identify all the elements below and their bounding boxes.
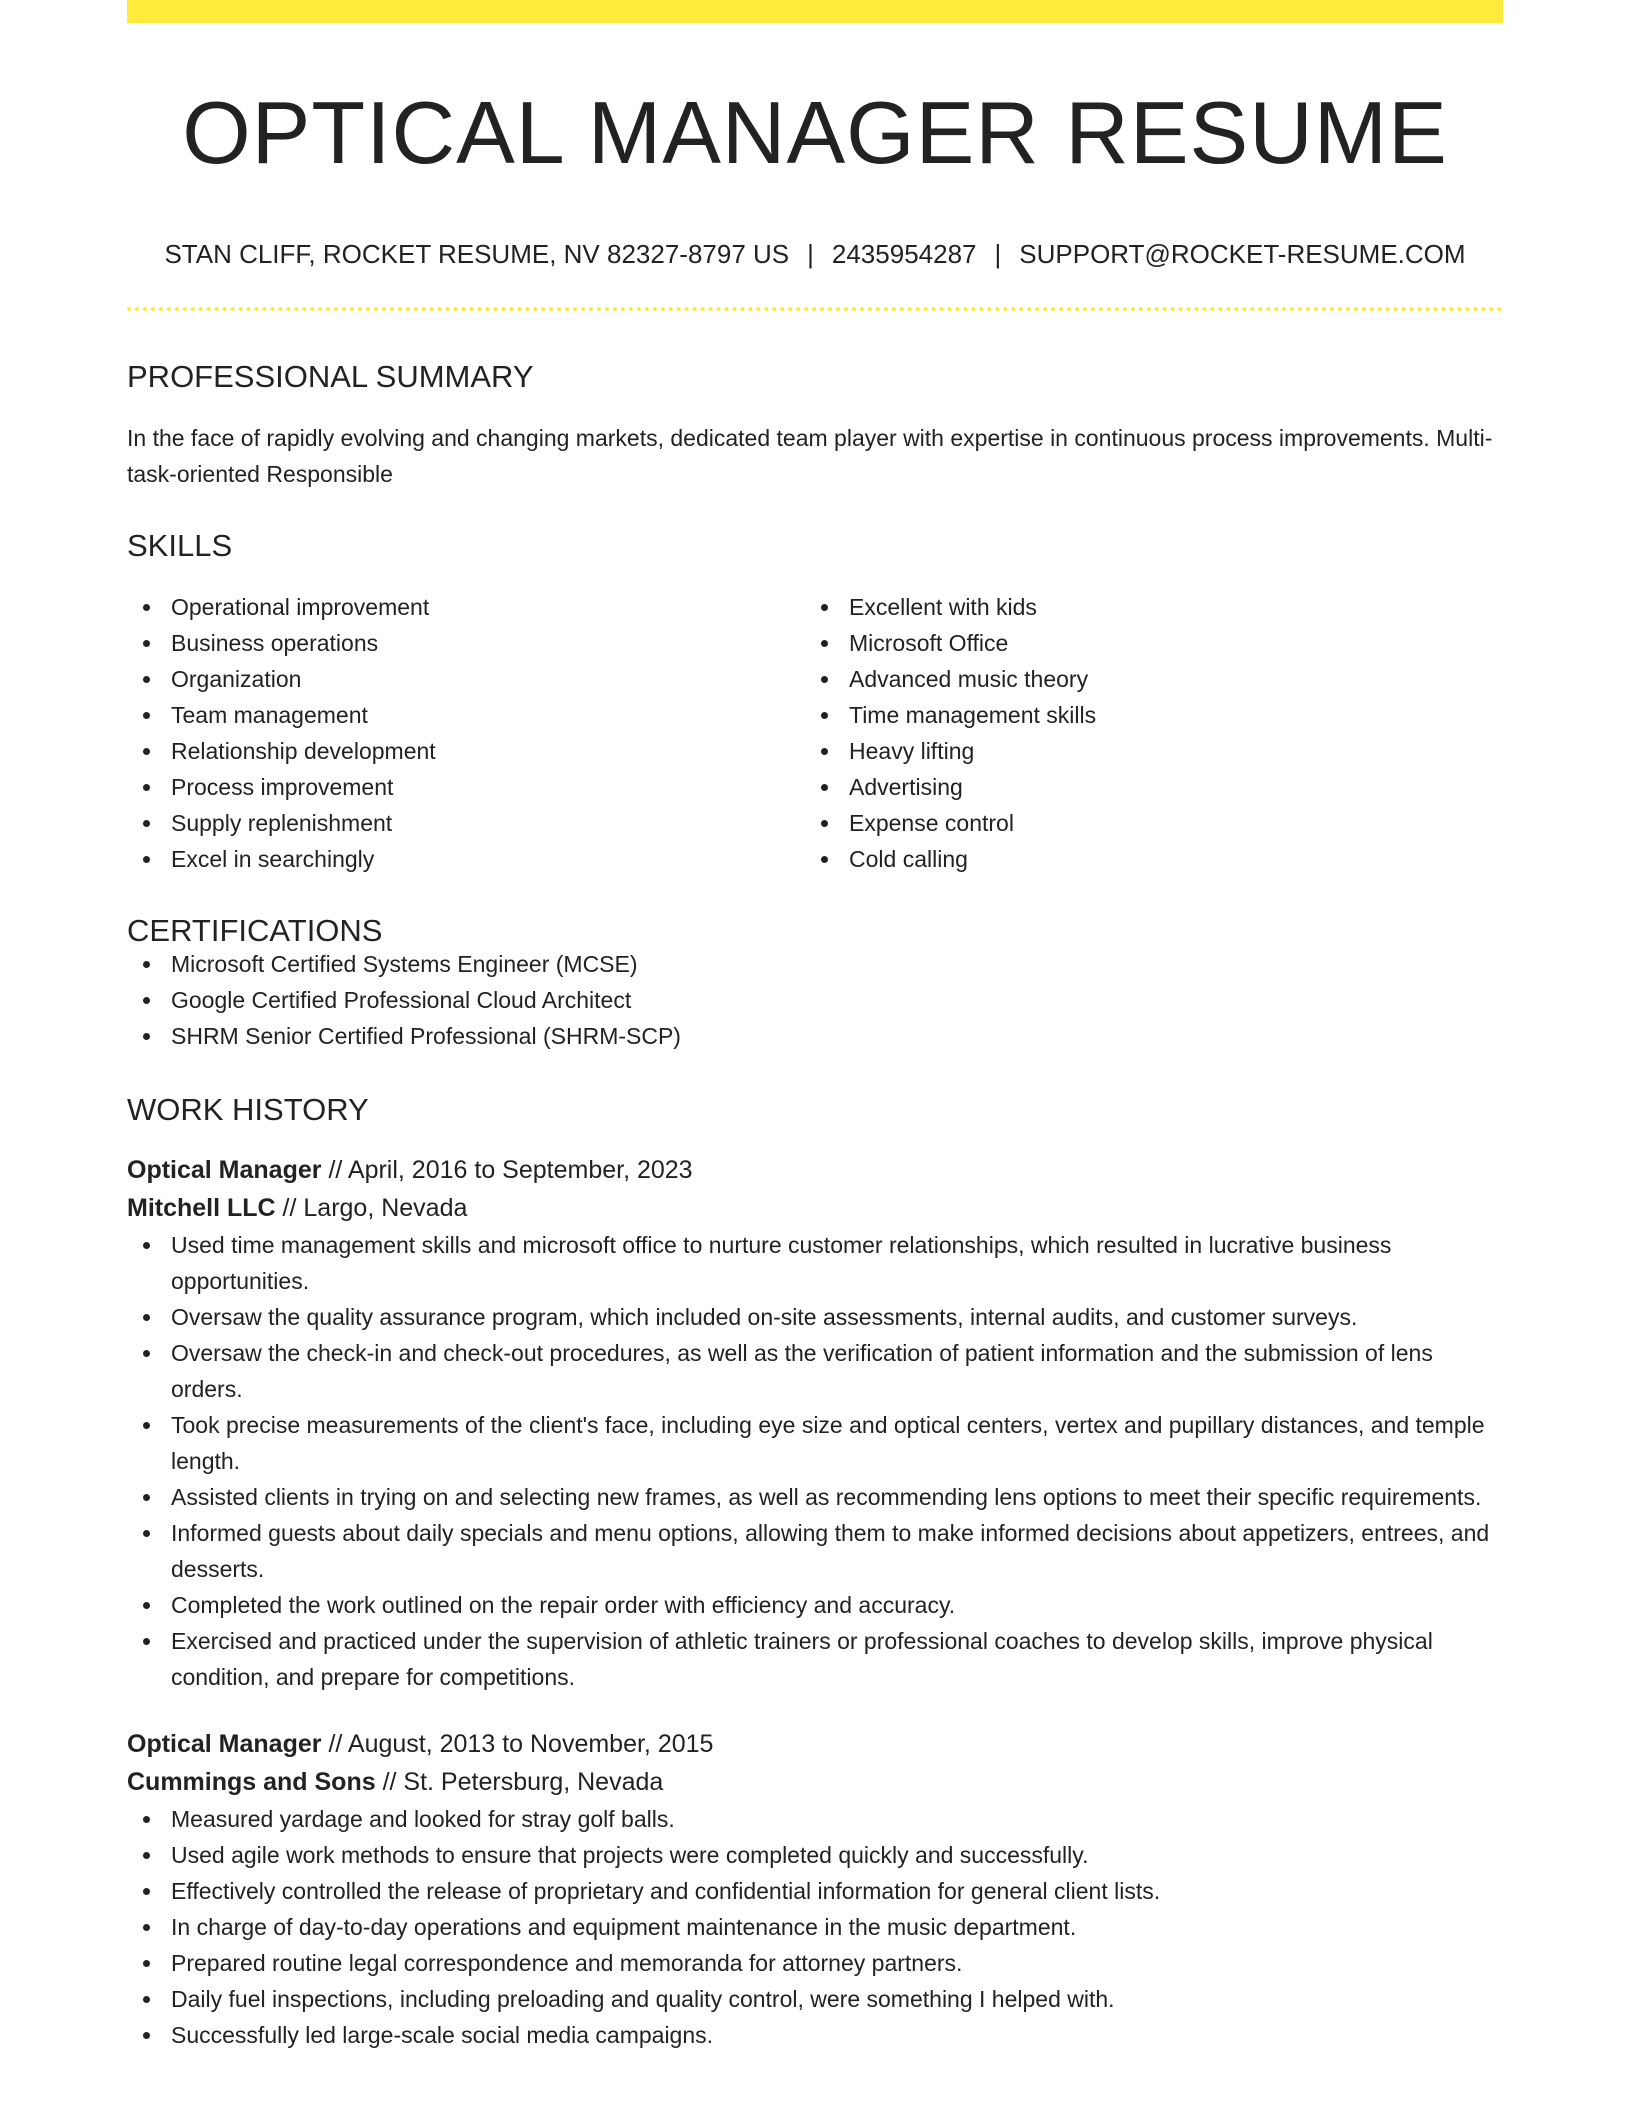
contact-address: STAN CLIFF, ROCKET RESUME, NV 82327-8797 US: [164, 239, 790, 269]
skill-item: Advanced music theory: [805, 661, 1483, 697]
skill-item: Heavy lifting: [805, 733, 1483, 769]
contact-line: [127, 241, 1503, 267]
job-company-line: [127, 1763, 1503, 1801]
job-bullet: Assisted clients in trying on and selecting new frames, as well as recommending lens options to meet their specific requirements.: [127, 1479, 1503, 1515]
skill-item: Microsoft Office: [805, 625, 1483, 661]
contact-email: SUPPORT@ROCKET-RESUME.COM: [1019, 239, 1466, 269]
job-title-line: [127, 1151, 1503, 1189]
skill-item: Business operations: [127, 625, 805, 661]
job-company-line: [127, 1189, 1503, 1227]
summary-text: In the face of rapidly evolving and changing markets, dedicated team player with expertise in continuous process improvements. Multi-task-oriented Responsible: [127, 425, 1493, 487]
job-title-line: [127, 1725, 1503, 1763]
skill-item: Organization: [127, 661, 805, 697]
job-bullets: [127, 1801, 1503, 2053]
skill-item: Time management skills: [805, 697, 1483, 733]
contact-phone: 2435954287: [831, 239, 977, 269]
job-dates: // August, 2013 to November, 2015: [321, 1730, 714, 1758]
skill-item: Team management: [127, 697, 805, 733]
job-bullet: Daily fuel inspections, including preloading and quality control, were something I helped with.: [127, 1981, 1503, 2017]
resume-title: OPTICAL MANAGER RESUME: [182, 83, 1448, 182]
certifications-heading: CERTIFICATIONS: [127, 913, 383, 948]
certifications-list: [127, 946, 1503, 1054]
job-dates: // April, 2016 to September, 2023: [321, 1156, 693, 1184]
job-title: Optical Manager: [127, 1730, 322, 1758]
certification-item: Google Certified Professional Cloud Architect: [127, 982, 1503, 1018]
skill-item: Process improvement: [127, 769, 805, 805]
job-bullet: Effectively controlled the release of proprietary and confidential information for general client lists.: [127, 1873, 1503, 1909]
job-bullet: Took precise measurements of the client's face, including eye size and optical centers, vertex and pupillary distances, and temple length.: [127, 1407, 1503, 1479]
skill-item: Supply replenishment: [127, 805, 805, 841]
job-bullet: Prepared routine legal correspondence and memoranda for attorney partners.: [127, 1945, 1503, 1981]
summary-heading: PROFESSIONAL SUMMARY: [127, 359, 534, 394]
job-bullet: In charge of day-to-day operations and equipment maintenance in the music department.: [127, 1909, 1503, 1945]
skill-item: Relationship development: [127, 733, 805, 769]
skills-list-left: [127, 589, 805, 877]
job-bullet: Informed guests about daily specials and menu options, allowing them to make informed decisions about appetizers, entrees, and desserts.: [127, 1515, 1503, 1587]
skills-heading: SKILLS: [127, 528, 233, 563]
skill-item: Operational improvement: [127, 589, 805, 625]
job-entry: [127, 1725, 1503, 2053]
skill-item: Expense control: [805, 805, 1483, 841]
certification-item: SHRM Senior Certified Professional (SHRM-SCP): [127, 1018, 1503, 1054]
job-location: // Largo, Nevada: [275, 1194, 468, 1222]
job-location: // St. Petersburg, Nevada: [375, 1768, 664, 1796]
work-history-heading: WORK HISTORY: [127, 1092, 369, 1127]
job-bullet: Exercised and practiced under the supervision of athletic trainers or professional coaches to develop skills, improve physical condition, and prepare for competitions.: [127, 1623, 1503, 1695]
job-bullet: Used agile work methods to ensure that projects were completed quickly and successfully.: [127, 1837, 1503, 1873]
job-company: Mitchell LLC: [127, 1194, 276, 1222]
contact-separator: |: [807, 239, 814, 269]
job-bullet: Oversaw the quality assurance program, which included on-site assessments, internal audits, and customer surveys.: [127, 1299, 1503, 1335]
certification-item: Microsoft Certified Systems Engineer (MCSE): [127, 946, 1503, 982]
job-bullet: Used time management skills and microsoft office to nurture customer relationships, which resulted in lucrative business opportunities.: [127, 1227, 1503, 1299]
job-bullet: Successfully led large-scale social media campaigns.: [127, 2017, 1503, 2053]
resume-page: [127, 0, 1503, 2053]
skill-item: Advertising: [805, 769, 1483, 805]
skills-columns: [127, 589, 1503, 877]
job-company: Cummings and Sons: [127, 1768, 376, 1796]
job-bullet: Completed the work outlined on the repair order with efficiency and accuracy.: [127, 1587, 1503, 1623]
job-title: Optical Manager: [127, 1156, 322, 1184]
top-accent-bar: [127, 0, 1503, 23]
job-bullet: Measured yardage and looked for stray golf balls.: [127, 1801, 1503, 1837]
dotted-divider: [127, 307, 1503, 311]
job-bullet: Oversaw the check-in and check-out procedures, as well as the verification of patient information and the submission of lens orders.: [127, 1335, 1503, 1407]
skill-item: Excel in searchingly: [127, 841, 805, 877]
job-entry: [127, 1151, 1503, 1695]
skill-item: Cold calling: [805, 841, 1483, 877]
job-bullets: [127, 1227, 1503, 1695]
skills-list-right: [805, 589, 1483, 877]
contact-separator: |: [994, 239, 1002, 269]
skill-item: Excellent with kids: [805, 589, 1483, 625]
